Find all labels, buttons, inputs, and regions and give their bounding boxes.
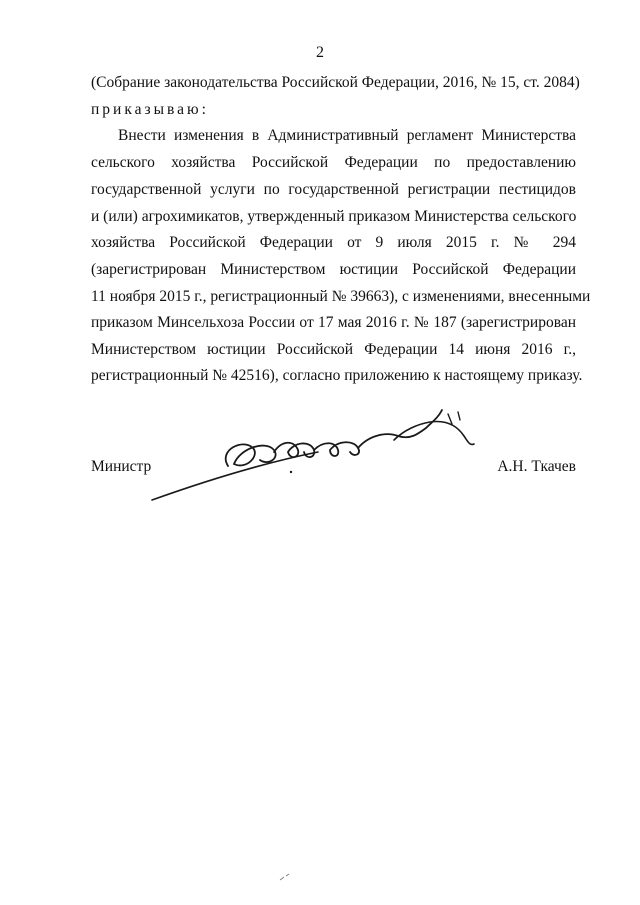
order-word: приказываю: — [91, 101, 209, 118]
paragraph-line: государственной услуги по государственной регистрации пестицидов — [91, 181, 576, 198]
page-number: 2 — [316, 44, 324, 61]
paragraph-line: 11 ноября 2015 г., регистрационный № 39663), с изменениями, внесенными — [91, 288, 591, 305]
paragraph-line: приказом Минсельхоза России от 17 мая 2016 г. № 187 (зарегистрирован — [91, 314, 576, 331]
paragraph-line: (зарегистрирован Министерством юстиции Российской Федерации — [91, 261, 576, 278]
paragraph-line: Министерством юстиции Российской Федерации 14 июня 2016 г., — [91, 341, 576, 358]
paragraph-line: сельского хозяйства Российской Федерации по предоставлению — [91, 154, 576, 171]
paragraph-line: и (или) агрохимикатов, утвержденный приказом Министерства сельского — [91, 208, 577, 225]
signer-position: Министр — [91, 458, 152, 475]
scan-speck-icon — [278, 872, 292, 882]
paragraph-line: Внести изменения в Административный регламент Министерства — [118, 127, 576, 144]
signer-name: А.Н. Ткачев — [497, 458, 576, 475]
handwritten-signature — [148, 400, 488, 510]
paragraph-line: хозяйства Российской Федерации от 9 июля 2015 г. № 294 — [91, 234, 576, 251]
paragraph-line: регистрационный № 42516), согласно приложению к настоящему приказу. — [91, 367, 583, 384]
source-citation-line: (Собрание законодательства Российской Федерации, 2016, № 15, ст. 2084) — [91, 74, 580, 91]
